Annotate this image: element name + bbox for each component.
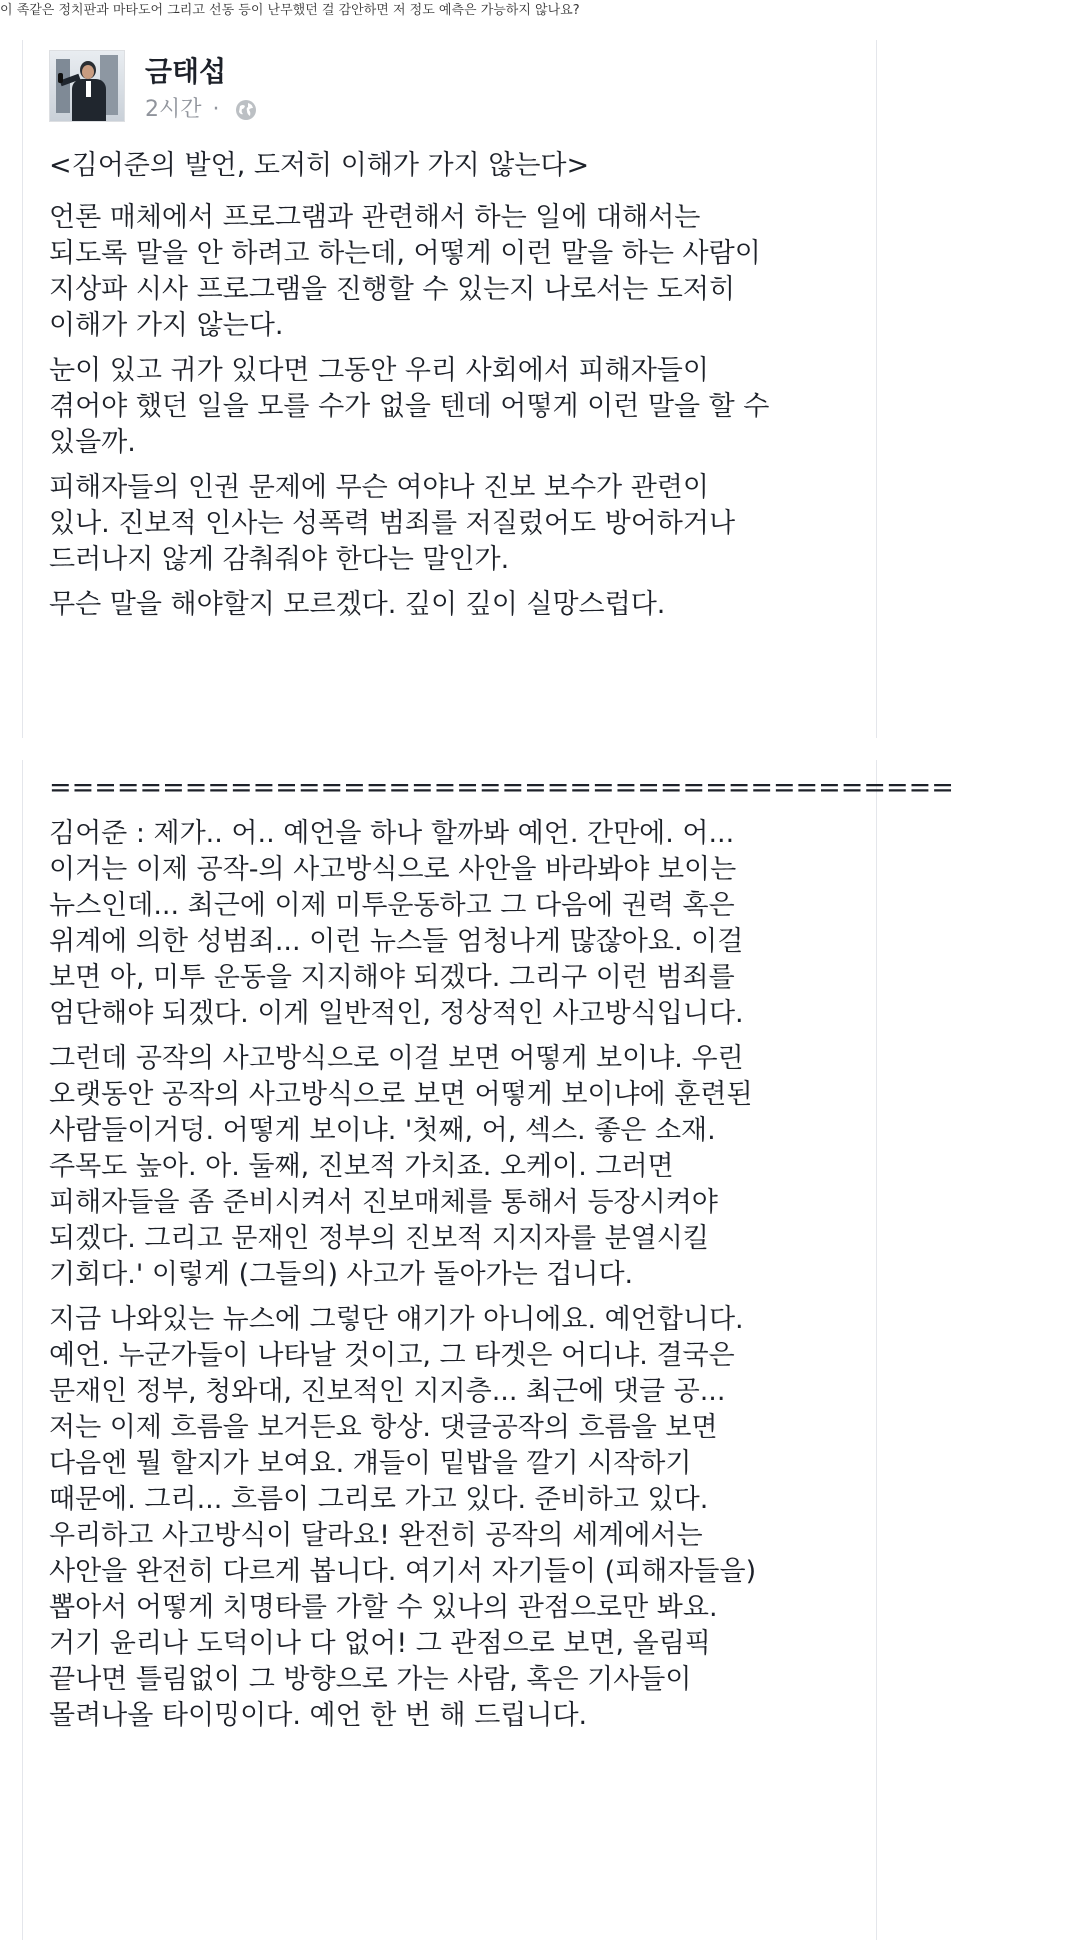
text-line: 몰려나올 타이밍이다. 예언 한 번 해 드립니다.	[49, 1700, 588, 1731]
author-name[interactable]: 금태섭	[145, 55, 227, 88]
text-line: 주목도 높아. 아. 둘째, 진보적 가치죠. 오케이. 그러면	[49, 1151, 674, 1182]
globe-icon[interactable]	[235, 99, 257, 121]
text-line: 이해가 가지 않는다.	[49, 310, 284, 341]
text-line: 다음엔 뭘 할지가 보여요. 걔들이 밑밥을 깔기 시작하기	[49, 1448, 692, 1479]
text-line: 뽑아서 어떻게 치명타를 가할 수 있나의 관점으로만 봐요.	[49, 1592, 718, 1623]
text-line: 뉴스인데... 최근에 이제 미투운동하고 그 다음에 권력 혹은	[49, 890, 735, 921]
text-line: 때문에. 그리... 흐름이 그리로 가고 있다. 준비하고 있다.	[49, 1484, 709, 1515]
text-line: 지상파 시사 프로그램을 진행할 수 있는지 나로서는 도저히	[49, 274, 736, 305]
text-line: 되겠다. 그리고 문재인 정부의 진보적 지지자를 분열시킬	[49, 1223, 709, 1254]
text-line: 있을까.	[49, 427, 136, 458]
text-line: 기회다.' 이렇게 (그들의) 사고가 돌아가는 겁니다.	[49, 1259, 634, 1290]
post-paragraph	[49, 470, 869, 578]
text-line: 있나. 진보적 인사는 성폭력 범죄를 저질렀어도 방어하거나	[49, 508, 736, 539]
text-line: 오랫동안 공작의 사고방식으로 보면 어떻게 보이냐에 훈련된	[49, 1079, 753, 1110]
divider-text: ========================================	[49, 772, 954, 803]
text-line: 위계에 의한 성범죄... 이런 뉴스들 엄청나게 많잖아요. 이걸	[49, 926, 744, 957]
text-line: 김어준 : 제가.. 어.. 예언을 하나 할까봐 예언. 간만에. 어...	[49, 818, 735, 849]
post-meta	[145, 96, 257, 124]
quote-paragraph	[49, 1041, 869, 1293]
text-line: 거기 윤리나 도덕이나 다 없어! 그 관점으로 보면, 올림픽	[49, 1628, 711, 1659]
top-caption: 이 족같은 정치판과 마타도어 그리고 선동 등이 난무했던 걸 감안하면 저 정도 예측은 가능하지 않나요?	[0, 3, 580, 18]
post-body	[49, 148, 869, 632]
quote-body	[49, 770, 954, 1743]
post-timestamp[interactable]: 2시간	[145, 97, 202, 122]
text-line: 이거는 이제 공작-의 사고방식으로 사안을 바라봐야 보이는	[49, 854, 737, 885]
quote-paragraph	[49, 816, 869, 1032]
text-line: 예언. 누군가들이 나타날 것이고, 그 타겟은 어디냐. 결국은	[49, 1340, 735, 1371]
post-title: <김어준의 발언, 도저히 이해가 가지 않는다>	[49, 150, 590, 181]
text-line: 우리하고 사고방식이 달라요! 완전히 공작의 세계에서는	[49, 1520, 703, 1551]
avatar[interactable]	[49, 50, 125, 122]
text-line: 사람들이거덩. 어떻게 보이냐. '첫째, 어, 섹스. 좋은 소재.	[49, 1115, 716, 1146]
text-line: 저는 이제 흐름을 보거든요 항상. 댓글공작의 흐름을 보면	[49, 1412, 718, 1443]
text-line: 문재인 정부, 청와대, 진보적인 지지층... 최근에 댓글 공...	[49, 1376, 726, 1407]
post-paragraph	[49, 353, 869, 461]
text-line: 피해자들을 좀 준비시켜서 진보매체를 통해서 등장시켜야	[49, 1187, 718, 1218]
text-line: 사안을 완전히 다르게 봅니다. 여기서 자기들이 (피해자들을)	[49, 1556, 757, 1587]
text-line: 지금 나와있는 뉴스에 그렇단 얘기가 아니에요. 예언합니다.	[49, 1304, 744, 1335]
text-line: 보면 아, 미투 운동을 지지해야 되겠다. 그리구 이런 범죄를	[49, 962, 735, 993]
post-paragraph	[49, 200, 869, 344]
text-line: 그런데 공작의 사고방식으로 이걸 보면 어떻게 보이냐. 우린	[49, 1043, 744, 1074]
text-line: 눈이 있고 귀가 있다면 그동안 우리 사회에서 피해자들이	[49, 355, 709, 386]
text-line: 언론 매체에서 프로그램과 관련해서 하는 일에 대해서는	[49, 202, 701, 233]
meta-separator: ·	[212, 97, 220, 122]
text-line: 피해자들의 인권 문제에 무슨 여야나 진보 보수가 관련이	[49, 472, 709, 503]
text-line: 무슨 말을 해야할지 모르겠다. 깊이 깊이 실망스럽다.	[49, 589, 666, 620]
quote-paragraph	[49, 1302, 869, 1734]
facebook-post-card	[22, 40, 877, 738]
post-paragraph	[49, 587, 869, 623]
text-line: 드러나지 않게 감춰줘야 한다는 말인가.	[49, 544, 510, 575]
text-line: 되도록 말을 안 하려고 하는데, 어떻게 이런 말을 하는 사람이	[49, 238, 761, 269]
text-line: 끝나면 틀림없이 그 방향으로 가는 사람, 혹은 기사들이	[49, 1664, 692, 1695]
quote-card	[22, 760, 954, 1940]
text-line: 겪어야 했던 일을 모를 수가 없을 텐데 어떻게 이런 말을 할 수	[49, 391, 770, 422]
text-line: 엄단해야 되겠다. 이게 일반적인, 정상적인 사고방식입니다.	[49, 998, 744, 1029]
